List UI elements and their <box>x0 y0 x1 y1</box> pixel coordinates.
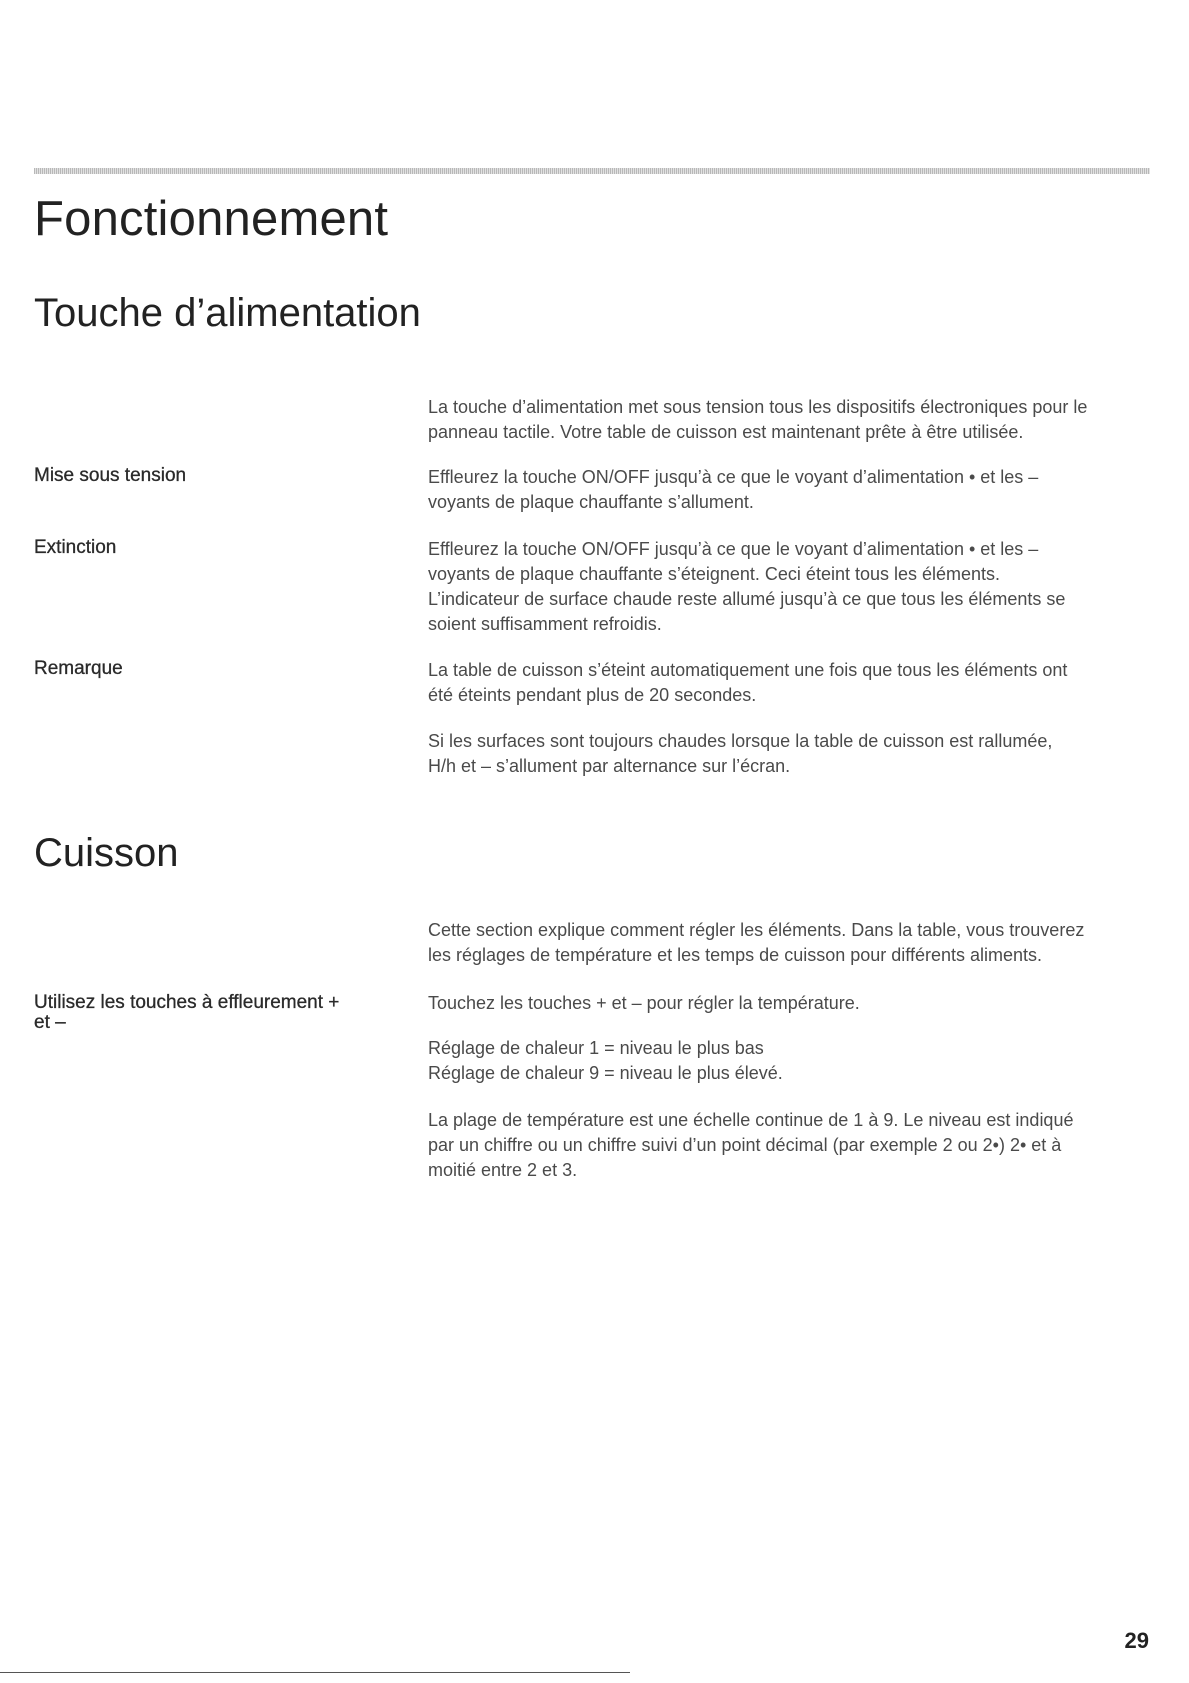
cooking-intro: Cette section explique comment régler les éléments. Dans la table, vous trouverez les réglages de température et les temps de cuisson pour différents aliments. <box>428 920 1085 965</box>
touch-keys-label: Utilisez les touches à effleurement + et – <box>34 992 340 1033</box>
page-title: Fonctionnement <box>34 192 389 246</box>
heat-settings: Réglage de chaleur 1 = niveau le plus bas Réglage de chaleur 9 = niveau le plus élevé. <box>428 1038 783 1083</box>
page-number: 29 <box>1124 1628 1149 1653</box>
title-rule <box>34 168 1150 174</box>
power-off-label: Extinction <box>34 537 117 558</box>
power-on-text: Effleurez la touche ON/OFF jusqu’à ce que le voyant d’alimentation • et les – voyants de plaque chauffante s’allument. <box>428 467 1039 512</box>
power-key-heading: Touche d’alimentation <box>34 291 421 335</box>
note-text-1: La table de cuisson s’éteint automatiquement une fois que tous les éléments ont été éteints pendant plus de 20 secondes. <box>428 660 1068 705</box>
note-label: Remarque <box>34 658 123 679</box>
bottom-rule <box>0 1672 630 1673</box>
temperature-range: La plage de température est une échelle continue de 1 à 9. Le niveau est indiqué par un chiffre ou un chiffre suivi d’un point décimal (par exemple 2 ou 2•) 2• et à moitié entre 2 et 3. <box>428 1110 1074 1180</box>
cooking-heading: Cuisson <box>34 831 179 875</box>
touch-keys-instruction: Touchez les touches + et – pour régler la température. <box>428 993 860 1013</box>
power-key-intro: La touche d’alimentation met sous tension tous les dispositifs électroniques pour le panneau tactile. Votre table de cuisson est maintenant prête à être utilisée. <box>428 397 1088 442</box>
power-off-text: Effleurez la touche ON/OFF jusqu’à ce que le voyant d’alimentation • et les – voyants de plaque chauffante s’éteignent. Ceci éteint tous les éléments. L’indicateur de surface chaude reste allumé jusqu’à ce que tous les éléments se soient suffisamment refroidis. <box>428 539 1066 634</box>
note-text-2: Si les surfaces sont toujours chaudes lorsque la table de cuisson est rallumée, H/h et – s’allument par alternance sur l’écran. <box>428 731 1053 776</box>
power-on-label: Mise sous tension <box>34 465 187 486</box>
